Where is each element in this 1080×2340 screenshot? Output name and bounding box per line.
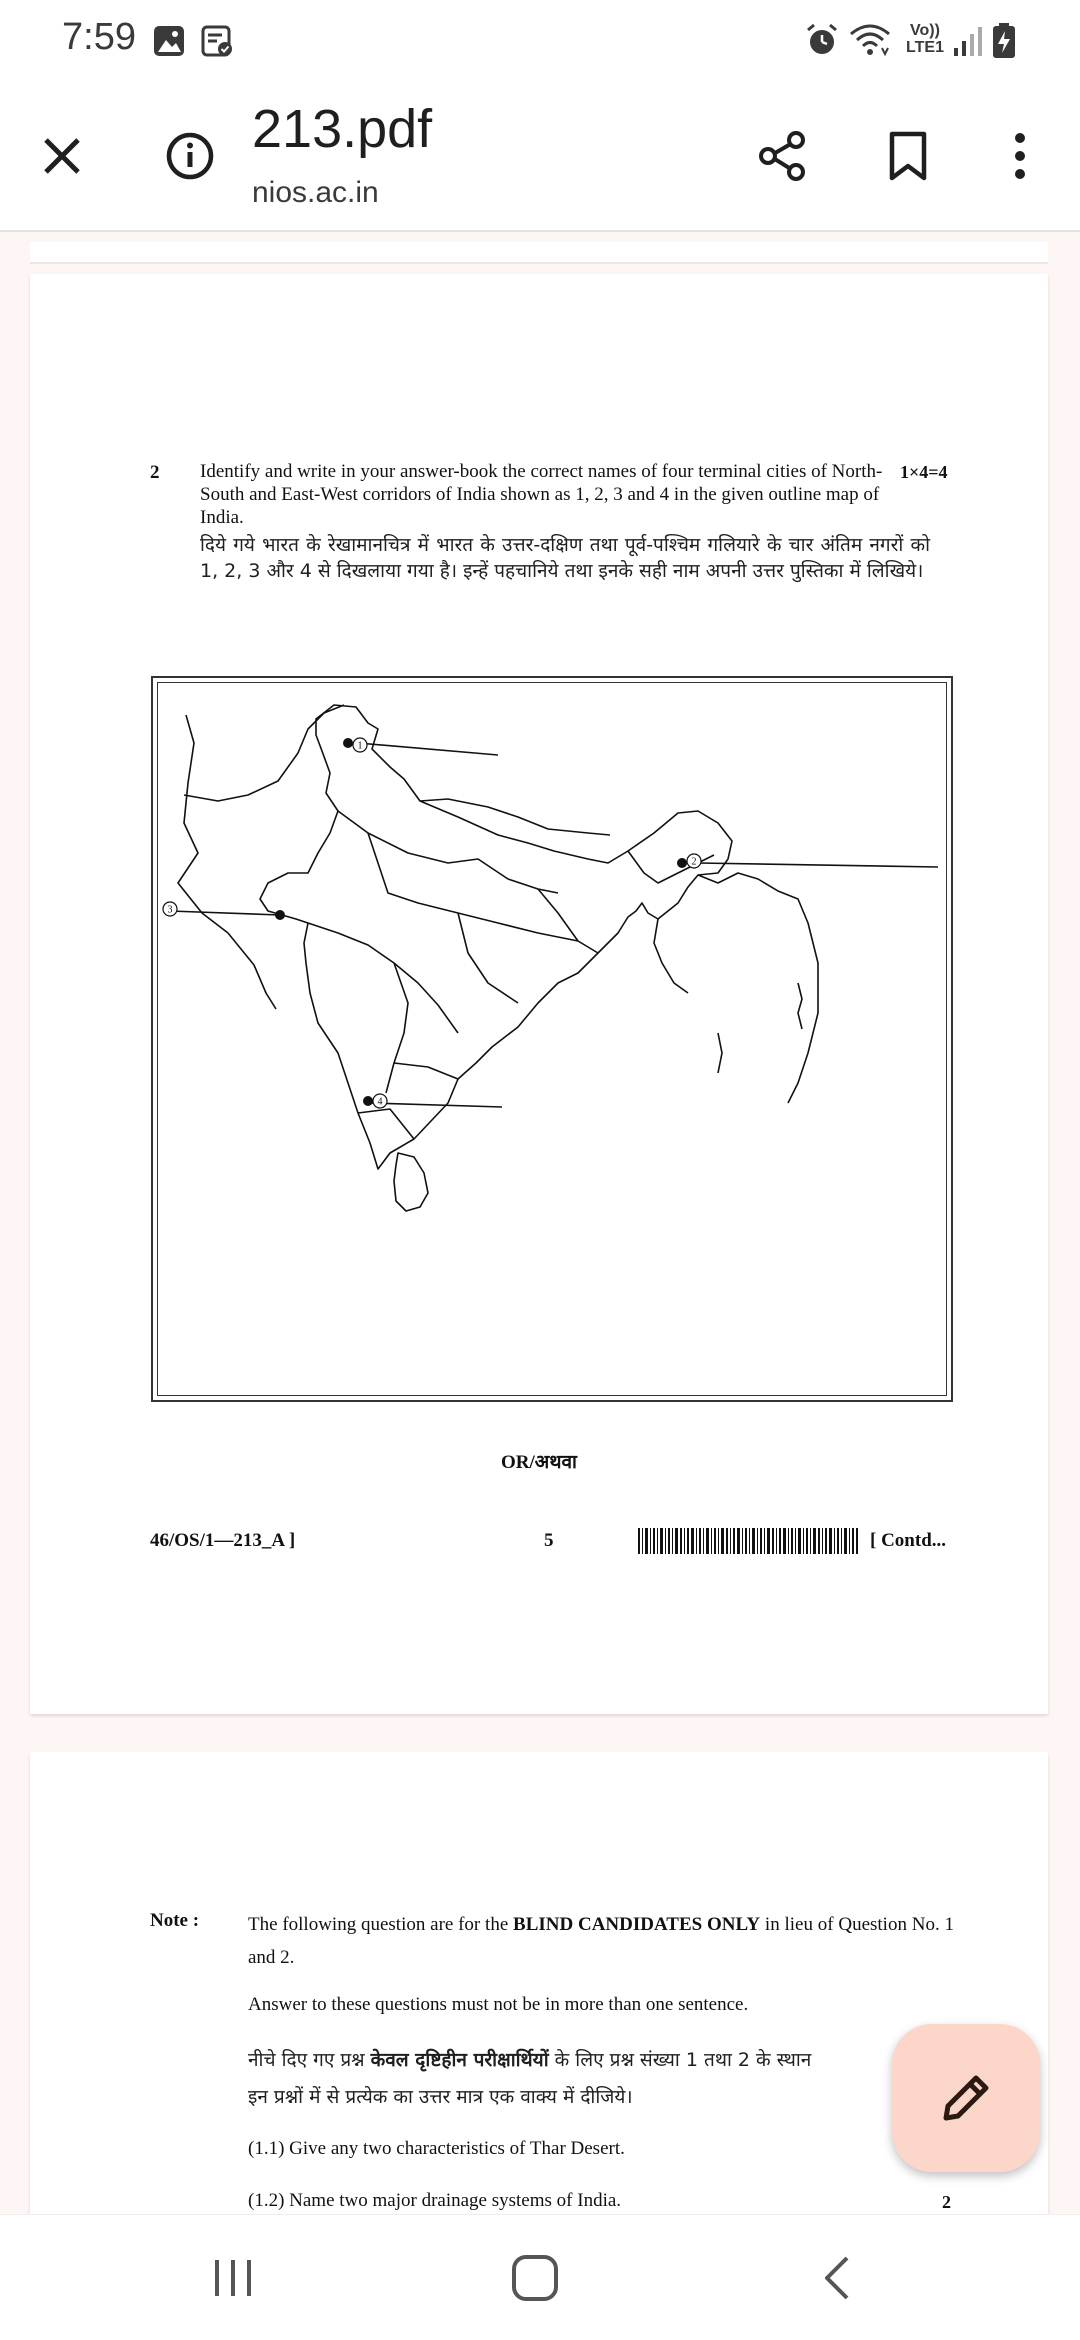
battery-icon <box>992 22 1016 60</box>
page-footer-contd: [ Contd... <box>870 1530 947 1551</box>
pencil-icon <box>936 2068 996 2128</box>
close-button[interactable] <box>26 120 98 192</box>
recents-button[interactable] <box>193 2243 273 2313</box>
page-footer-code: 46/OS/1—213_A ] <box>150 1530 296 1551</box>
india-outline-map <box>151 676 953 1402</box>
info-button[interactable] <box>154 120 226 192</box>
status-bar <box>0 0 1080 80</box>
note-text-part1: The following question are for the <box>248 1914 514 1935</box>
marker-label-2: 2 <box>691 856 697 868</box>
note-text-hindi <box>248 2042 956 2116</box>
question-1-2-marks: 2 <box>942 2192 951 2212</box>
map-bangladesh <box>654 919 688 993</box>
map-border-west <box>178 715 276 1009</box>
wifi-icon <box>848 22 892 58</box>
map-sri-lanka <box>394 1153 428 1211</box>
marker-point-2 <box>677 858 687 868</box>
question-1-2: (1.2) Name two major drainage systems of India. <box>248 2190 622 2211</box>
question-marks: 1×4=4 <box>900 462 948 482</box>
map-islands <box>718 1033 722 1073</box>
image-icon <box>152 24 186 58</box>
volte-line2: LTE1 <box>906 39 944 56</box>
info-icon <box>164 130 216 182</box>
question-number: 2 <box>150 462 160 483</box>
note-text <box>248 1908 954 1974</box>
page-footer-number: 5 <box>544 1530 554 1551</box>
map-inner-frame <box>157 682 947 1396</box>
alarm-icon <box>804 22 840 58</box>
barcode-image <box>638 1528 858 1554</box>
more-vert-icon <box>1010 130 1030 182</box>
leader-line-1 <box>357 740 498 755</box>
marker-label-3: 3 <box>167 904 173 916</box>
map-state-line-2 <box>308 923 458 1033</box>
map-andaman <box>798 983 802 1029</box>
marker-point-1 <box>343 738 353 748</box>
hindi-bold: केवल दृष्टिहीन परीक्षार्थियों <box>370 2049 549 2071</box>
clipboard-check-icon <box>200 24 234 58</box>
edit-fab-button[interactable] <box>892 2024 1040 2172</box>
volte-indicator <box>902 22 948 56</box>
app-bar <box>0 80 1080 232</box>
map-state-line-4 <box>386 963 408 1093</box>
hindi-part1: नीचे दिए गए प्रश्न <box>248 2049 371 2071</box>
question-text-hindi: दिये गये भारत के रेखामानचित्र में भारत के उत्तर-दक्षिण तथा पूर्व-पश्चिम गलियारे के चार अंतिम नगरों को 1, 2, 3 और 4 से दिखलाया गया है। इन्हें पहचानिये तथा इनके सही नाम अपनी उत्तर पुस्तिका में लिखिये। <box>200 534 930 582</box>
note-instruction: Answer to these questions must not be in more than one sentence. <box>248 1994 749 2015</box>
share-button[interactable] <box>746 120 818 192</box>
question-text: Identify and write in your answer-book the correct names of four terminal cities of North-South and East-West corridors of India shown as 1, 2, 3 and 4 in the given outline map of India. <box>200 461 883 528</box>
close-icon <box>40 134 84 178</box>
marker-label-1: 1 <box>357 740 363 752</box>
pdf-viewer[interactable] <box>0 232 1080 2214</box>
status-time: 7:59 <box>62 16 136 58</box>
map-nepal-border <box>420 799 610 835</box>
system-nav-bar <box>0 2214 1080 2340</box>
marker-point-4 <box>363 1096 373 1106</box>
map-state-line-7 <box>394 1063 458 1079</box>
home-icon <box>510 2253 560 2303</box>
more-options-button[interactable] <box>984 120 1056 192</box>
map-northeast <box>628 851 714 883</box>
note-label: Note : <box>150 1910 200 1931</box>
back-button[interactable] <box>797 2243 877 2313</box>
hindi-part2: के लिए प्रश्न संख्या 1 तथा 2 के स्थान <box>548 2049 812 2071</box>
or-separator: OR/अथवा <box>501 1452 577 1473</box>
bookmark-icon <box>886 130 930 182</box>
share-icon <box>754 128 810 184</box>
note-text-part2: in lieu of Question No. 1 and 2. <box>248 1914 954 1968</box>
marker-point-3 <box>275 910 285 920</box>
map-border-northwest <box>184 705 344 801</box>
map-state-line-1 <box>338 811 558 893</box>
bookmark-button[interactable] <box>872 120 944 192</box>
question-1-1: (1.1) Give any two characteristics of Thar Desert. <box>248 2138 625 2159</box>
leader-line-2 <box>698 863 938 867</box>
leader-line-3 <box>170 911 280 915</box>
hindi-line2: इन प्रश्नों में से प्रत्येक का उत्तर मात्र एक वाक्य में दीजिये। <box>248 2086 633 2108</box>
pdf-page-5 <box>30 274 1048 1714</box>
recents-icon <box>211 2256 255 2300</box>
volte-line1: Vo)) <box>910 22 940 39</box>
map-state-line-6 <box>538 889 598 953</box>
previous-page-edge <box>30 242 1048 264</box>
note-text-bold: BLIND CANDIDATES ONLY <box>513 1914 761 1935</box>
home-button[interactable] <box>495 2243 575 2313</box>
india-map-drawing <box>158 683 948 1397</box>
marker-label-4: 4 <box>377 1096 383 1108</box>
document-source: nios.ac.in <box>252 176 379 209</box>
map-india-outline <box>260 705 732 1169</box>
back-icon <box>817 2253 857 2303</box>
signal-icon <box>952 24 984 58</box>
document-title: 213.pdf <box>252 99 433 159</box>
leader-line-4 <box>370 1103 502 1107</box>
